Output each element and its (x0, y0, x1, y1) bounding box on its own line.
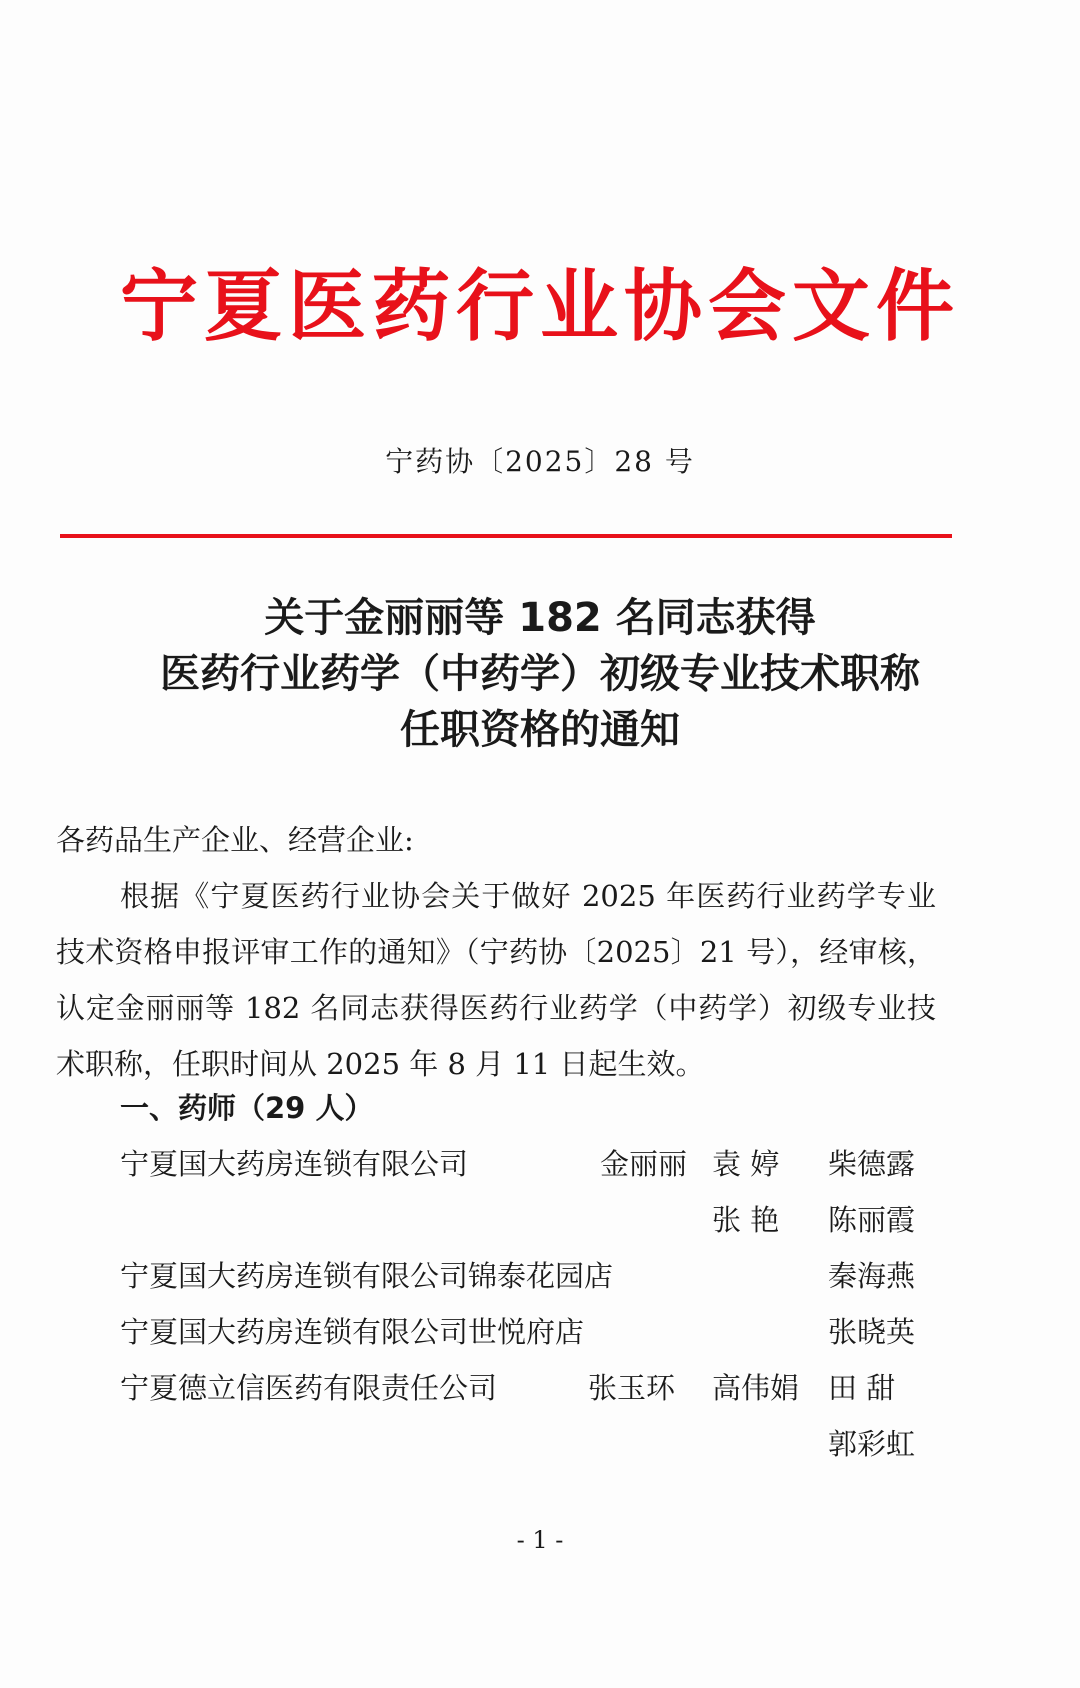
company-name: 宁夏国大药房连锁有限公司 (120, 1147, 469, 1181)
notice-title-line-2: 医药行业药学（中药学）初级专业技术职称 (160, 651, 920, 697)
person-name: 郭彩虹 (828, 1427, 916, 1461)
org-title: 宁夏医药行业协会文件 (119, 262, 960, 352)
person-name: 张晓英 (828, 1315, 916, 1349)
company-name: 宁夏国大药房连锁有限公司世悦府店 (120, 1315, 585, 1349)
person-name: 柴德露 (828, 1147, 916, 1181)
page-number: - 1 - (516, 1526, 564, 1554)
doc-number: 宁药协〔2025〕28 号 (385, 445, 695, 478)
notice-title-line-1: 关于金丽丽等 182 名同志获得 (264, 595, 816, 641)
notice-title-line-3: 任职资格的通知 (400, 707, 680, 753)
company-name: 宁夏国大药房连锁有限公司锦泰花园店 (120, 1259, 614, 1293)
section-heading: 一、药师（29 人） (120, 1091, 374, 1125)
person-name: 田 甜 (828, 1371, 896, 1405)
person-name: 张 艳 (712, 1203, 780, 1237)
body-paragraph: 根据《宁夏医药行业协会关于做好 2025 年医药行业药学专业技术资格申报评审工作的通知》（宁药协〔2025〕21 号），经审核，认定金丽丽等 182 名同志获得医药行业药学（中药学）初级专业技术职称，任职时间从 2025 年 8 月 11 日起生效。 (56, 879, 936, 1081)
person-name: 陈丽霞 (828, 1203, 916, 1237)
person-name: 张玉环 (588, 1371, 676, 1405)
person-name: 高伟娟 (712, 1371, 800, 1405)
person-name: 金丽丽 (600, 1147, 688, 1181)
person-name: 袁 婷 (712, 1147, 780, 1181)
company-name: 宁夏德立信医药有限责任公司 (120, 1371, 498, 1405)
person-name: 秦海燕 (828, 1259, 916, 1293)
red-divider (60, 534, 952, 538)
salutation: 各药品生产企业、经营企业: (56, 823, 414, 857)
notice-title (0, 590, 1080, 758)
